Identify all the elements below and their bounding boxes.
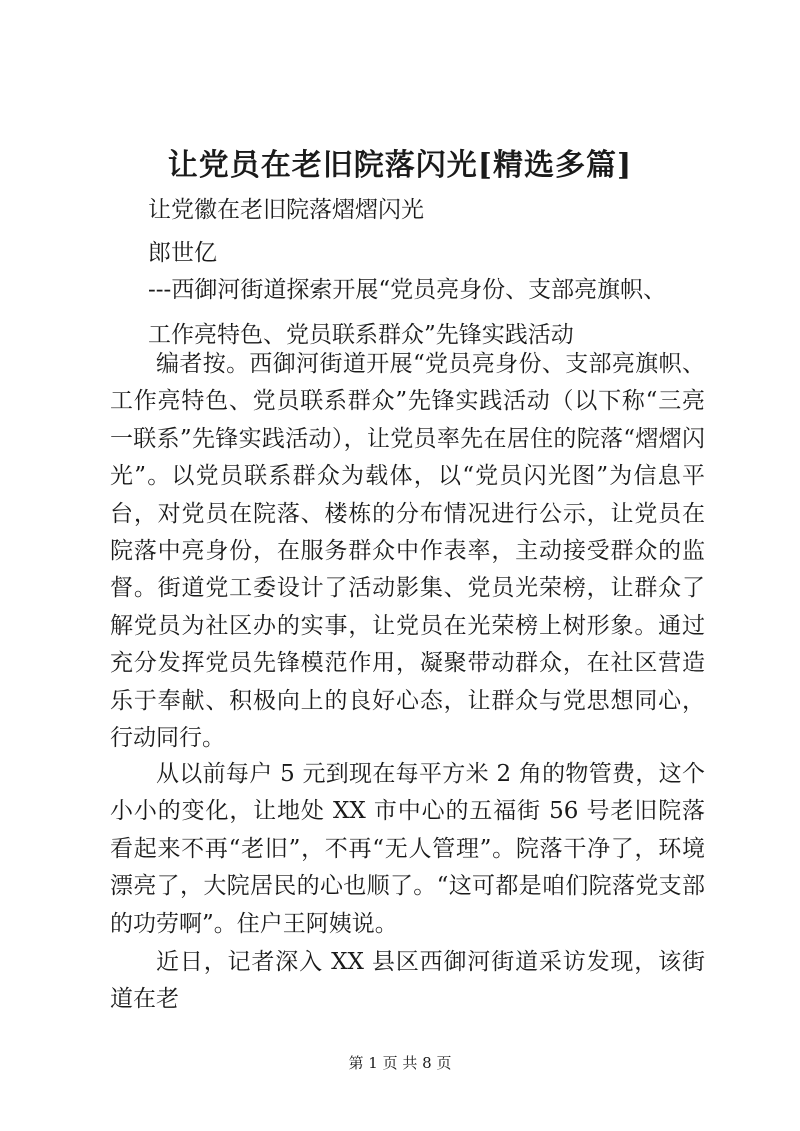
author-name: 郎世亿 <box>148 240 217 266</box>
document-title: 让党员在老旧院落闪光[精选多篇] <box>167 148 633 183</box>
paragraph-recent: 近日，记者深入 XX 县区西御河街道采访发现，该街道在老 <box>110 949 705 1013</box>
paragraph-editor-note: 编者按。西御河街道开展“党员亮身份、支部亮旗帜、工作亮特色、党员联系群众”先锋实践活动（以下称“三亮一联系”先锋实践活动），让党员率先在居住的院落“熠熠闪光”。以党员联系群众为载体，以“党员闪光图”为信息平台，对党员在院落、楼栋的分布情况进行公示，让党员在院落中亮身份，在服务群众中作表率，主动接受群众的监督。街道党工委设计了活动影集、党员光荣榜，让群众了解党员为社区办的实事，让党员在光荣榜上树形象。通过充分发挥党员先锋模范作用，凝聚带动群众，在社区营造乐于奉献、积极向上的良好心态，让群众与党思想同心，行动同行。 <box>110 351 705 752</box>
paragraph-property-fee: 从以前每户 5 元到现在每平方米 2 角的物管费，这个小小的变化，让地处 XX 市中心的五福街 56 号老旧院落看起来不再“老旧”，不再“无人管理”。院落干净了，环境漂亮了，大院居民的心也顺了。“这可都是咱们院落党支部的功劳啊”。住户王阿姨说。 <box>110 761 705 937</box>
page-number: 第 1 页 共 8 页 <box>348 1054 452 1072</box>
subheading-line-1: ---西御河街道探索开展“党员亮身份、支部亮旗帜、 <box>148 277 667 303</box>
subheading-line-2: 工作亮特色、党员联系群众”先锋实践活动 <box>148 322 574 348</box>
document-subtitle: 让党徽在老旧院落熠熠闪光 <box>148 197 424 223</box>
